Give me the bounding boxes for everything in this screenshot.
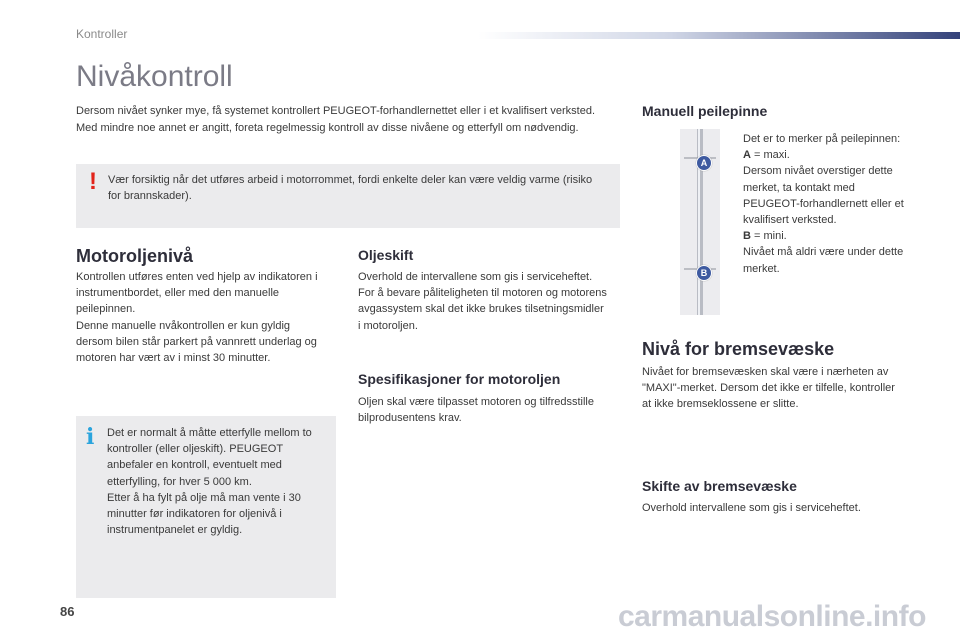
engine-oil-heading: Motoroljenivå	[76, 246, 194, 266]
engine-oil-p2: Denne manuelle nvåkontrollen er kun gyldig dersom bilen står parkert på vannrett underlag og motoren har vært av i minst 30 minutter.	[76, 319, 317, 365]
oil-change-p2: For å bevare påliteligheten til motoren og motorens avgassystem skal det ikke brukes tilsetningsmidler i motoroljen.	[358, 287, 607, 332]
page-number: 86	[60, 604, 75, 619]
dipstick-a-text: = maxi.	[750, 149, 790, 162]
marker-b: B	[696, 265, 712, 281]
engine-oil-text	[76, 269, 326, 366]
intro-text	[76, 103, 621, 136]
intro-line-2: Med mindre noe annet er angitt, foreta regelmessig kontroll av disse nivåene og etterfyll om nødvendig.	[76, 121, 579, 134]
page-title: Nivåkontroll	[76, 60, 233, 93]
brake-change-text: Overhold intervallene som gis i serviceheftet.	[642, 502, 861, 514]
marker-a: A	[696, 155, 712, 171]
dipstick-b-line	[743, 228, 911, 244]
oil-change-p1: Overhold de intervallene som gis i serviceheftet.	[358, 271, 593, 283]
dipstick-b-key: B	[743, 230, 751, 243]
exclamation-icon: !	[89, 168, 97, 195]
intro-line-1: Dersom nivået synker mye, få systemet kontrollert PEUGEOT-forhandlernettet eller i et kvalifisert verksted.	[76, 105, 596, 117]
dipstick-text	[743, 131, 911, 277]
info-text	[107, 425, 329, 538]
dipstick-a-key: A	[743, 149, 751, 162]
dipstick-intro: Det er to merker på peilepinnen:	[743, 133, 901, 145]
dipstick-a-line	[743, 147, 911, 163]
info-p2: Etter å ha fylt på olje må man vente i 30 minutter før indikatoren for oljenivå i instrumentpanelet er gyldig.	[107, 491, 301, 537]
brake-change-heading: Skifte av bremsevæske	[642, 478, 797, 494]
engine-oil-p1: Kontrollen utføres enten ved hjelp av indikatoren i instrumentbordet, eller med den manuelle peilepinnen.	[76, 271, 318, 316]
dipstick-a-detail: Dersom nivået overstiger dette merket, ta kontakt med PEUGEOT-forhandlernett eller et kvalifisert verksted.	[743, 165, 904, 227]
header-gradient-bar	[478, 32, 960, 39]
oil-change-heading: Oljeskift	[358, 247, 414, 263]
oil-spec-heading: Spesifikasjoner for motoroljen	[358, 371, 561, 387]
section-label: Kontroller	[76, 27, 128, 41]
dipstick-b-text: = mini.	[750, 230, 787, 243]
dipstick-heading: Manuell peilepinne	[642, 103, 768, 119]
warning-text: Vær forsiktig når det utføres arbeid i motorrommet, fordi enkelte deler kan være veldig varme (risiko for brannskader).	[108, 174, 593, 202]
oil-change-text	[358, 269, 608, 334]
brake-level-heading: Nivå for bremsevæske	[642, 339, 835, 359]
dipstick-b-detail: Nivået må aldri være under dette merket.	[743, 246, 904, 275]
info-icon: i	[86, 424, 95, 450]
watermark: carmanualsonline.info	[618, 600, 926, 633]
oil-spec-text: Oljen skal være tilpasset motoren og tilfredsstille bilprodusentens krav.	[358, 396, 594, 425]
info-p1: Det er normalt å måtte etterfylle mellom to kontroller (eller oljeskift). PEUGEOT anbefaler en kontroll, eventuelt med etterfylling, for hver 5 000 km.	[107, 427, 312, 488]
brake-level-text: Nivået for bremsevæsken skal være i nærheten av "MAXI"-merket. Dersom det ikke er tilfelle, kontroller at ikke bremseklossene er slitte.	[642, 366, 895, 411]
